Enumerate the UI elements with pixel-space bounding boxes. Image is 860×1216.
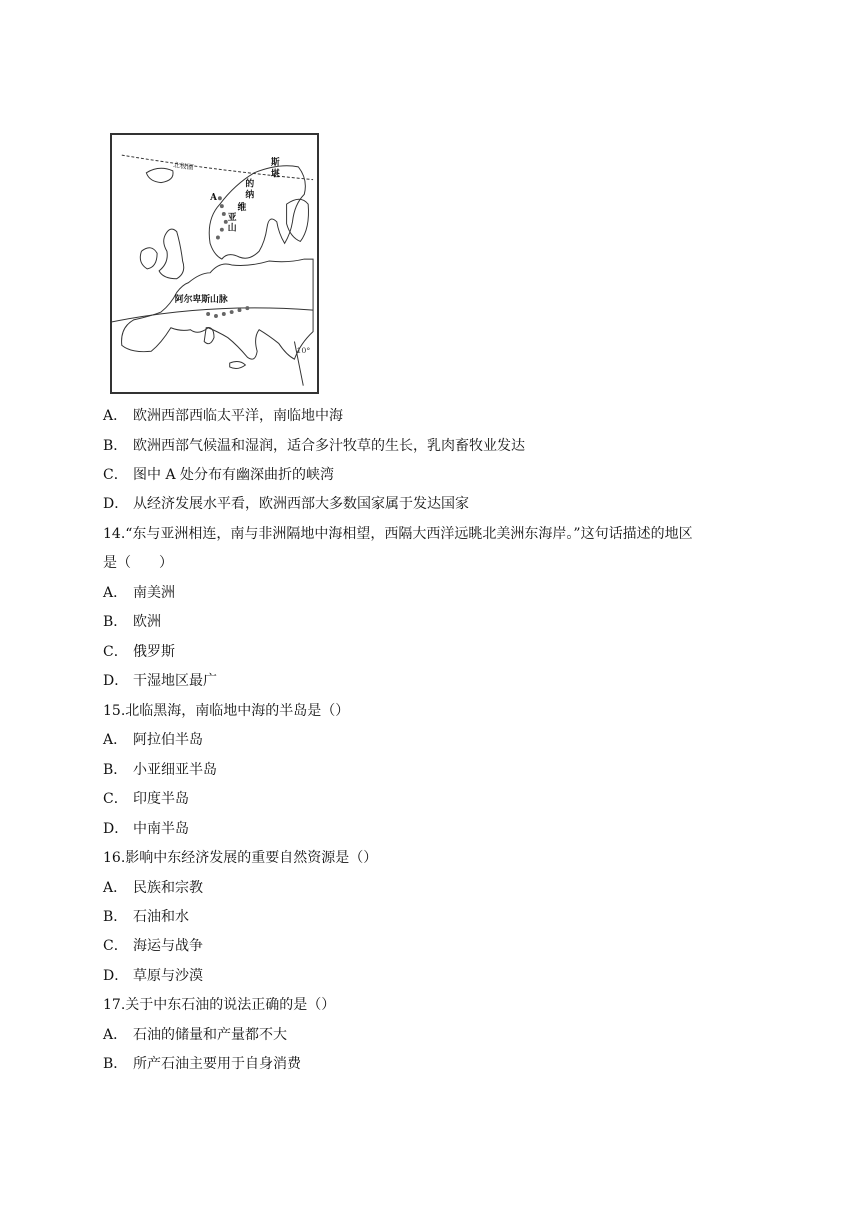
ireland-outline (140, 248, 157, 269)
svg-text:纳: 纳 (245, 190, 255, 201)
svg-text:堪: 堪 (270, 169, 280, 180)
europe-map-drawing (112, 135, 317, 392)
sicily-outline (230, 361, 246, 368)
sardinia-outline (204, 327, 214, 343)
finland-outline (287, 199, 309, 241)
q15-option-b: B． 小亚细亚半岛 (103, 762, 217, 778)
q14-option-d: D． 干湿地区最广 (103, 673, 217, 689)
q17-stem: 17.关于中东石油的说法正确的是（） (103, 997, 336, 1013)
q15-option-d: D． 中南半岛 (103, 821, 189, 837)
mountain-symbols (216, 196, 228, 239)
arctic-circle-line (122, 155, 313, 180)
latitude-line (112, 308, 313, 322)
point-a-label: A (210, 193, 217, 204)
q14-option-c: C． 俄罗斯 (103, 644, 175, 660)
q17-option-a: A． 石油的储量和产量都不大 (103, 1027, 287, 1043)
q14-stem-line1: 14.“东与亚洲相连，南与非洲隔地中海相望，西隔大西洋远眺北美洲东海岸。”这句话描述的地区 (103, 526, 693, 542)
svg-text:亚: 亚 (227, 212, 237, 223)
q14-option-b: B． 欧洲 (103, 614, 161, 630)
alps-label: 阿尔卑斯山脉 (174, 295, 228, 306)
svg-text:维: 维 (237, 203, 247, 214)
svg-text:斯: 斯 (270, 157, 280, 168)
q16-option-b: B． 石油和水 (103, 909, 189, 925)
meridian-label: 10° (296, 346, 311, 356)
q16-stem: 16.影响中东经济发展的重要自然资源是（） (103, 850, 378, 866)
scandinavia-label (228, 156, 280, 234)
q13-option-c: C． 图中 A 处分布有幽深曲折的峡湾 (103, 467, 335, 483)
q14-stem-line2: 是（ ） (103, 555, 173, 571)
q13-option-a: A． 欧洲西部西临太平洋，南临地中海 (103, 408, 343, 424)
q15-option-c: C． 印度半岛 (103, 791, 189, 807)
q14-option-a: A． 南美洲 (103, 585, 175, 601)
q16-option-d: D． 草原与沙漠 (103, 968, 203, 984)
q16-option-a: A． 民族和宗教 (103, 880, 203, 896)
q16-option-c: C． 海运与战争 (103, 938, 203, 954)
q17-option-b: B． 所产石油主要用于自身消费 (103, 1056, 301, 1072)
q13-option-b: B． 欧洲西部气候温和湿润，适合多汁牧草的生长，乳肉畜牧业发达 (103, 438, 525, 454)
q15-option-a: A． 阿拉伯半岛 (103, 732, 203, 748)
q15-stem: 15.北临黑海，南临地中海的半岛是（） (103, 703, 350, 719)
europe-map (110, 133, 319, 394)
britain-outline (159, 229, 184, 279)
iceland-outline (146, 168, 173, 182)
q13-option-d: D． 从经济发展水平看，欧洲西部大多数国家属于发达国家 (103, 496, 469, 512)
arctic-circle-label: 北极圈 (172, 160, 195, 172)
svg-text:的: 的 (245, 179, 255, 190)
svg-text:山: 山 (227, 223, 237, 234)
